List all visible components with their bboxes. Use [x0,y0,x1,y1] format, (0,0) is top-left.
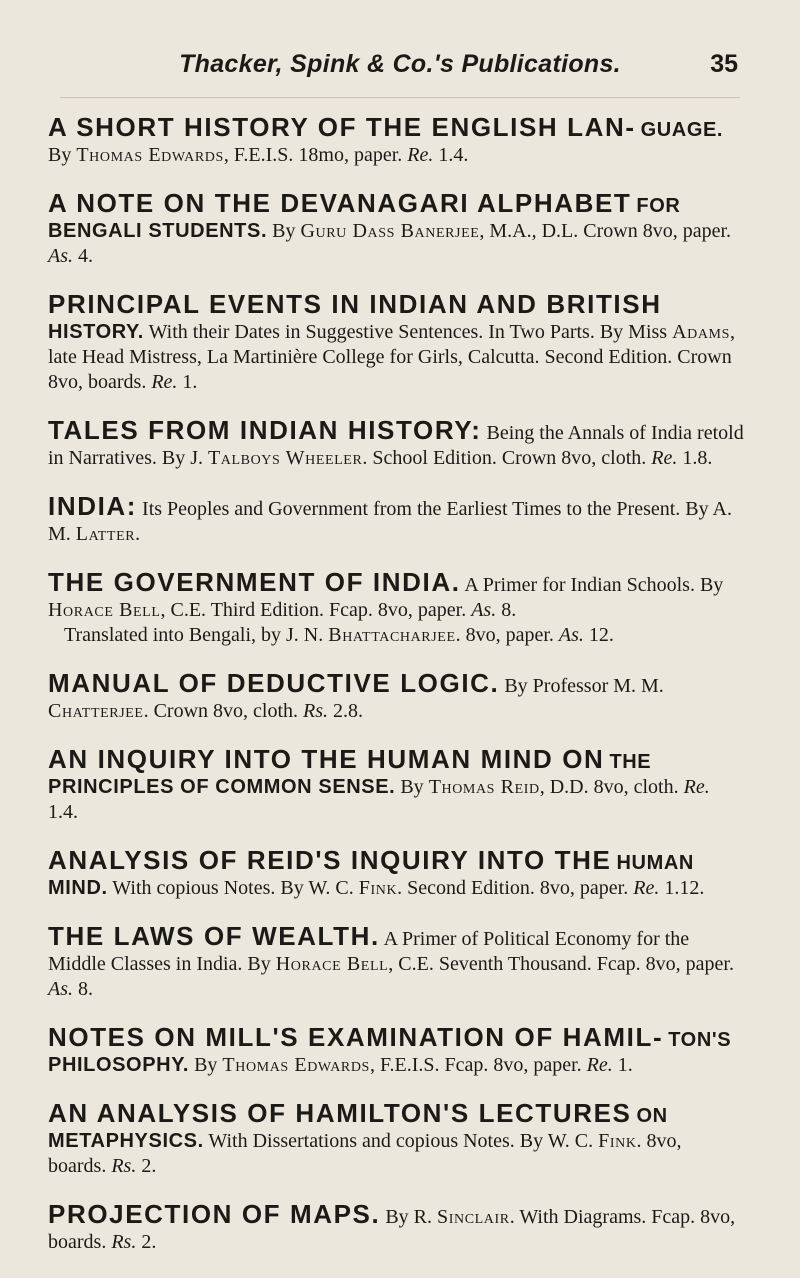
publication-entry [48,668,744,724]
entry-text: , D.D. 8vo, cloth. [539,776,684,798]
entry-price-value: 1.12. [659,877,705,899]
entry-translation-note [48,623,744,648]
entry-price-unit: Rs. [111,1155,137,1177]
entry-text: Being the Annals of India retold in Narratives. By J. [48,422,744,469]
entry-title: NOTES ON MILL'S EXAMINATION OF HAMIL- [48,1022,664,1052]
entry-price-unit: Re. [151,371,178,393]
entry-text: , late Head Mistress, La Martinière College for Girls, Calcutta. Second Edition. Crown 8vo, boards. [48,321,735,393]
entry-text: . [135,523,141,545]
entry-text: Translated into Bengali, by J. N. [64,624,329,646]
entry-price-unit: As. [471,599,497,621]
entry-price-value: 1.8. [677,447,713,469]
publication-entry [48,845,744,901]
running-title: Thacker, Spink & Co.'s Publications. [179,50,621,78]
entry-author: Chatterjee [48,700,144,722]
entry-text: With their Dates in Suggestive Sentences. In Two Parts. By Miss [143,321,673,343]
entry-title-continued: THE PRINCIPLES OF COMMON SENSE. [48,751,652,798]
publication-entry [48,491,744,547]
entry-text: A Primer of Political Economy for the Middle Classes in India. By [48,928,690,975]
entry-author: Thomas Edwards [222,1054,370,1076]
publication-entry [48,188,744,269]
entry-title: PRINCIPAL EVENTS IN INDIAN AND BRITISH [48,289,662,319]
entry-title: ANALYSIS OF REID'S INQUIRY INTO THE [48,845,612,875]
entry-author: Guru Dass Banerjee [300,220,480,242]
publication-entry [48,1098,744,1179]
entry-text: . School Edition. Crown 8vo, cloth. [362,447,652,469]
entry-price-unit: As. [48,978,73,1000]
header-rule [60,97,740,98]
entry-price-value: 1.4. [48,801,78,823]
entry-author: Sinclair [437,1206,510,1228]
entry-title: INDIA: [48,491,138,521]
entry-text: Its Peoples and Government from the Earliest Times to the Present. By A. M. [48,498,732,545]
entry-text: , C.E. Third Edition. Fcap. 8vo, paper. [160,599,472,621]
entry-title-continued: GUAGE. [640,119,724,141]
entry-price-value: 1. [177,371,198,393]
entry-price-value: 4. [73,245,93,267]
entry-text: A Primer for Indian Schools. By [460,574,724,596]
entry-title-continued: HISTORY. [48,321,144,343]
entry-author: Latter [75,523,136,545]
entry-text: . Crown 8vo, cloth. [143,700,303,722]
entry-title: A NOTE ON THE DEVANAGARI ALPHABET [48,188,632,218]
entry-author: Horace Bell [275,953,389,975]
entry-text: . Second Edition. 8vo, paper. [397,877,634,899]
entry-price-unit: Rs. [111,1231,137,1253]
entry-price-value: 12. [583,624,614,646]
entry-author: Thomas Edwards [76,144,224,166]
entry-price-value: 2. [136,1155,157,1177]
publication-entry [48,289,744,395]
entry-title-continued: FOR BENGALI STUDENTS. [48,195,681,242]
entry-text: , F.E.I.S. Fcap. 8vo, paper. [369,1054,587,1076]
entry-title: THE GOVERNMENT OF INDIA. [48,567,461,597]
publication-list [48,112,744,1278]
entry-title-continued: ON METAPHYSICS. [48,1105,668,1152]
entry-text: With Dissertations and copious Notes. By W. C. [203,1130,599,1152]
entry-author: Fink [598,1130,637,1152]
entry-title: PROJECTION OF MAPS. [48,1199,381,1229]
entry-text: By [189,1054,223,1076]
entry-text: By Professor M. M. [499,675,664,697]
entry-author: Thomas Reid [428,776,540,798]
entry-price-value: 2.8. [328,700,363,722]
publication-entry [48,112,744,168]
entry-text: . With Diagrams. Fcap. 8vo, boards. [48,1206,736,1253]
entry-title: AN INQUIRY INTO THE HUMAN MIND ON [48,744,605,774]
entry-title: A SHORT HISTORY OF THE ENGLISH LAN- [48,112,636,142]
entry-text: , C.E. Seventh Thousand. Fcap. 8vo, paper. [388,953,734,975]
publication-entry [48,1022,744,1078]
entry-author: Talboys Wheeler [207,447,363,469]
entry-title-continued: TON'S PHILOSOPHY. [48,1029,732,1076]
entry-text: , M.A., D.L. Crown 8vo, paper. [479,220,732,242]
publication-entry [48,1199,744,1255]
entry-price-unit: Re. [651,447,678,469]
entry-author: Bhattacharjee [328,624,456,646]
entry-price-unit: Re. [407,144,434,166]
entry-title: TALES FROM INDIAN HISTORY: [48,415,482,445]
entry-title-continued: HUMAN MIND. [48,852,694,899]
entry-text: By [395,776,429,798]
entry-title: AN ANALYSIS OF HAMILTON'S LECTURES [48,1098,632,1128]
publication-entry [48,567,744,648]
publication-entry [48,744,744,825]
running-head [0,50,800,90]
entry-author: Adams [672,321,730,343]
entry-text: With copious Notes. By W. C. [107,877,359,899]
entry-price-unit: Rs. [303,700,328,722]
entry-author: Horace Bell [48,599,161,621]
entry-price-unit: Re. [586,1054,613,1076]
publication-entry [48,415,744,471]
entry-price-unit: As. [48,245,73,267]
entry-title: MANUAL OF DEDUCTIVE LOGIC. [48,668,500,698]
entry-text: By [48,144,77,166]
entry-price-unit: As. [558,624,584,646]
entry-title: THE LAWS OF WEALTH. [48,921,380,951]
entry-price-value: 2. [136,1231,157,1253]
publication-entry [48,921,744,1002]
page-number: 35 [710,50,738,78]
entry-price-unit: Re. [683,776,710,798]
entry-price-value: 1.4. [433,144,469,166]
entry-text: By [267,220,301,242]
entry-price-value: 8. [496,599,517,621]
entry-text: , F.E.I.S. 18mo, paper. [223,144,408,166]
entry-text: . 8vo, paper. [455,624,559,646]
entry-price-unit: Re. [633,877,660,899]
entry-text: . 8vo, boards. [48,1130,682,1177]
entry-author: Fink [358,877,398,899]
entry-text: By R. [380,1206,438,1228]
entry-price-value: 1. [612,1054,633,1076]
entry-price-value: 8. [73,978,93,1000]
